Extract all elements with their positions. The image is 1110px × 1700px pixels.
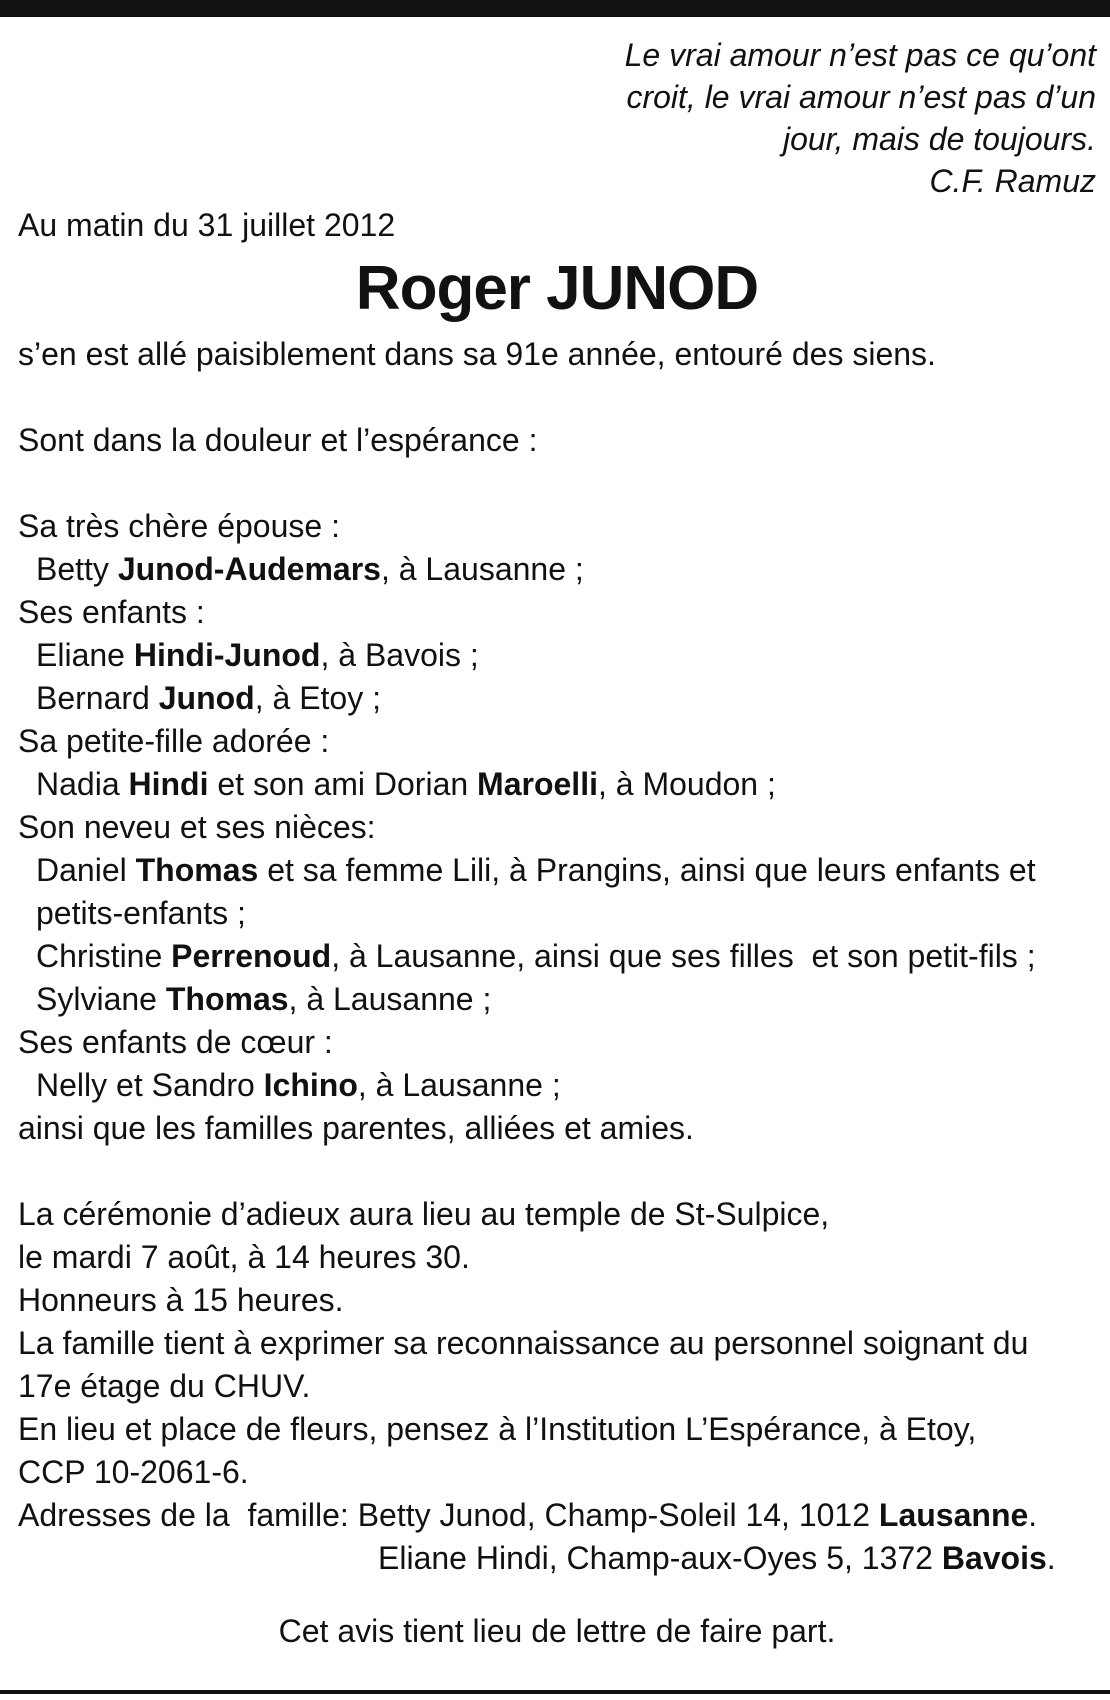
ceremony-line: 17e étage du CHUV. [18,1368,311,1404]
deceased-name: Roger JUNOD [355,254,759,323]
children-label: Ses enfants : [18,594,205,630]
ceremony-line: La famille tient à exprimer sa reconnaissance au personnel soignant du [18,1325,1029,1361]
ceremony-line: le mardi 7 août, à 14 heures 30. [18,1239,470,1275]
quote-line: Le vrai amour n’est pas ce qu’ont [624,37,1096,73]
family-address: Eliane Hindi, Champ-aux-Oyes 5, 1372 Bavois. [378,1540,1056,1576]
quote-line: croit, le vrai amour n’est pas d’un [626,79,1096,115]
nephews-label: Son neveu et ses nièces: [18,809,376,845]
child-entry: Bernard Junod, à Etoy ; [36,680,381,716]
granddaughter-entry: Nadia Hindi et son ami Dorian Maroelli, à Moudon ; [36,766,776,802]
granddaughter-label: Sa petite-fille adorée : [18,723,330,759]
quote-author: C.F. Ramuz [929,163,1096,199]
nephew-entry: Daniel Thomas et sa femme Lili, à Prangins, ainsi que leurs enfants et petits-enfants ; [36,852,1036,931]
ceremony-line: En lieu et place de fleurs, pensez à l’Institution L’Espérance, à Etoy, [18,1411,977,1447]
obituary-notice [18,34,1096,1653]
spouse-entry: Betty Junod-Audemars, à Lausanne ; [36,551,584,587]
quote-line: jour, mais de toujours. [782,121,1096,157]
niece-entry: Sylviane Thomas, à Lausanne ; [36,981,492,1017]
child-entry: Eliane Hindi-Junod, à Bavois ; [36,637,479,673]
ceremony-line: CCP 10-2061-6. [18,1454,249,1490]
family-address: Adresses de la famille: Betty Junod, Champ-Soleil 14, 1012 Lausanne. [18,1497,1038,1533]
family-closing: ainsi que les familles parentes, alliées et amies. [18,1110,694,1146]
mourners-intro: Sont dans la douleur et l’espérance : [18,422,538,458]
bottom-rule [0,1690,1110,1694]
footer-note: Cet avis tient lieu de lettre de faire part. [278,1613,836,1649]
ceremony-line: Honneurs à 15 heures. [18,1282,344,1318]
niece-entry: Christine Perrenoud, à Lausanne, ainsi que ses filles et son petit-fils ; [36,938,1036,974]
heart-children-entry: Nelly et Sandro Ichino, à Lausanne ; [36,1067,561,1103]
epigraph-quote [18,34,1096,202]
spouse-label: Sa très chère épouse : [18,508,340,544]
date-intro: Au matin du 31 juillet 2012 [18,207,396,243]
heart-children-label: Ses enfants de cœur : [18,1024,333,1060]
ceremony-line: La cérémonie d’adieux aura lieu au temple de St-Sulpice, [18,1196,830,1232]
passing-text: s’en est allé paisiblement dans sa 91e année, entouré des siens. [18,336,936,372]
top-rule [0,0,1110,17]
